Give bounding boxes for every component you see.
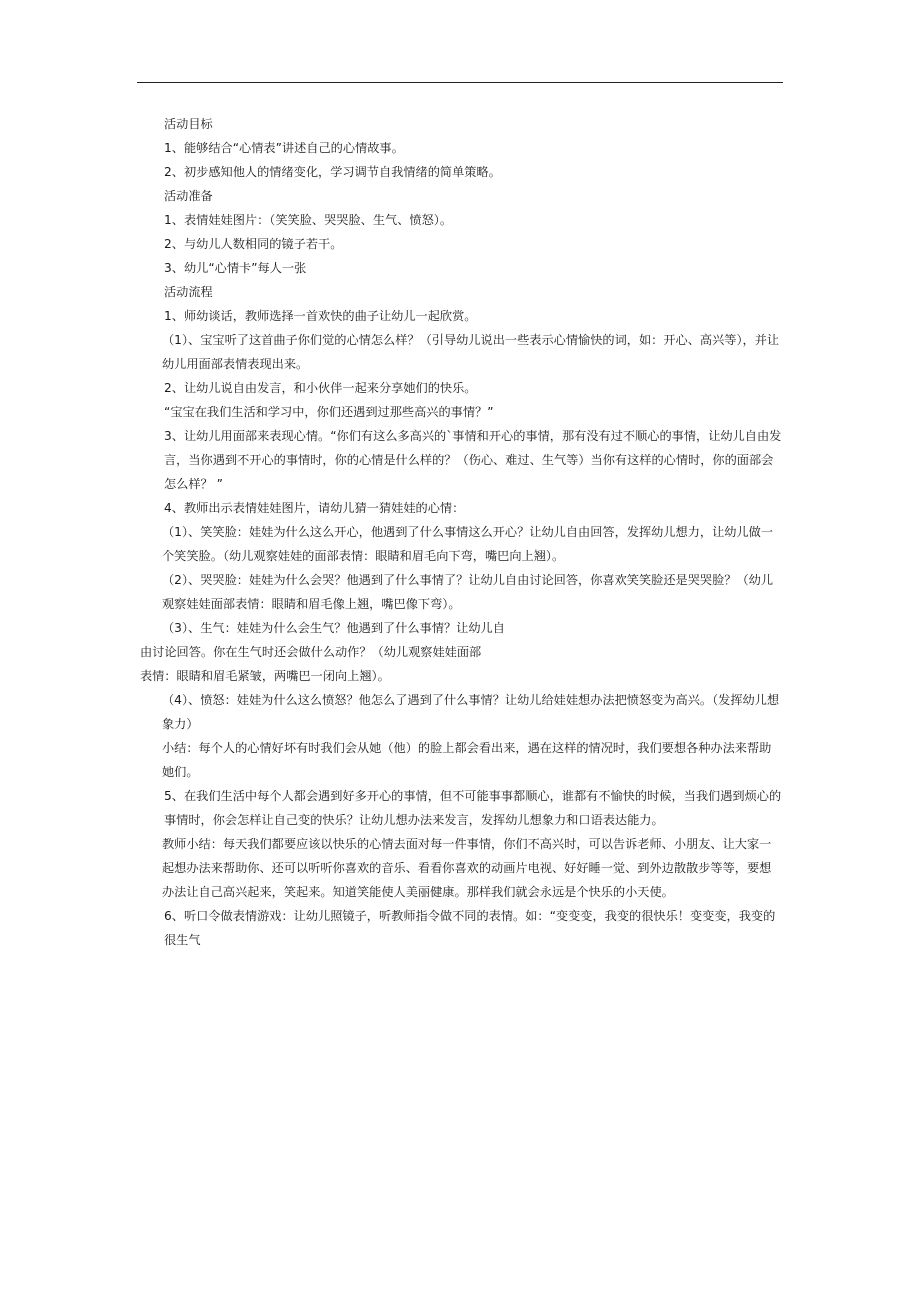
flow-step-4: 4、教师出示表情娃娃图片，请幼儿猜一猜娃娃的心情： bbox=[164, 501, 465, 515]
heading-flow: 活动流程 bbox=[164, 285, 213, 299]
flow-step-4-angry-line-2: 由讨论回答。你在生气时还会做什么动作？（幼儿观察娃娃面部 bbox=[140, 645, 482, 659]
flow-step-4-angry-line-1: （3）、生气：娃娃为什么会生气？他遇到了什么事情？让幼儿自 bbox=[162, 621, 505, 635]
prep-item-2: 2、与幼儿人数相同的镜子若干。 bbox=[164, 237, 343, 251]
document-body bbox=[140, 112, 782, 952]
flow-step-4-furious: （4）、愤怒：娃娃为什么这么愤怒？他怎么了遇到了什么事情？让幼儿给娃娃想办法把愤怒变为高兴。（发挥幼儿想象力） bbox=[162, 693, 780, 731]
flow-step-4-cry: （2）、哭哭脸：娃娃为什么会哭？他遇到了什么事情了？让幼儿自由讨论回答，你喜欢笑笑脸还是哭哭脸？（幼儿观察娃娃面部表情：眼睛和眉毛像上翘，嘴巴像下弯）。 bbox=[162, 573, 774, 611]
flow-step-1: 1、师幼谈话，教师选择一首欢快的曲子让幼儿一起欣赏。 bbox=[164, 309, 477, 323]
flow-step-4-angry-line-3: 表情：眼睛和眉毛紧皱，两嘴巴一闭向上翘）。 bbox=[140, 669, 390, 683]
flow-step-3: 3、让幼儿用面部来表现心情。“你们有这么多高兴的`事情和开心的事情，那有没有过不顺心的事情，让幼儿自由发言，当你遇到不开心的事情时，你的心情是什么样的？（伤心、难过、生气等）当你有这样的心情时，你的面部会怎么样？ ” bbox=[164, 429, 782, 491]
heading-preparation: 活动准备 bbox=[164, 189, 213, 203]
goal-item-1: 1、能够结合“心情表”讲述自己的心情故事。 bbox=[164, 141, 404, 155]
heading-goals: 活动目标 bbox=[164, 117, 213, 131]
prep-item-1: 1、表情娃娃图片：（笑笑脸、哭哭脸、生气、愤怒）。 bbox=[164, 213, 453, 227]
flow-step-2: 2、让幼儿说自由发言，和小伙伴一起来分享她们的快乐。 bbox=[164, 381, 477, 395]
teacher-summary: 教师小结：每天我们都要应该以快乐的心情去面对每一件事情，你们不高兴时，可以告诉老师、小朋友、让大家一起想办法来帮助你、还可以听听你喜欢的音乐、看看你喜欢的动画片电视、好好睡一觉、到外边散散步等等，要想办法让自己高兴起来，笑起来。知道笑能使人美丽健康。那样我们就会永远是个快乐的小天使。 bbox=[162, 837, 772, 899]
flow-step-4-smile: （1）、笑笑脸：娃娃为什么这么开心，他遇到了什么事情这么开心？让幼儿自由回答，发挥幼儿想力，让幼儿做一个笑笑脸。（幼儿观察娃娃的面部表情：眼睛和眉毛向下弯，嘴巴向上翘）。 bbox=[162, 525, 774, 563]
flow-step-5: 5、在我们生活中每个人都会遇到好多开心的事情，但不可能事事都顺心，谁都有不愉快的时候，当我们遇到烦心的事情时，你会怎样让自己变的快乐？让幼儿想办法来发言，发挥幼儿想象力和口语表达能力。 bbox=[164, 789, 782, 827]
header-rule bbox=[137, 82, 783, 83]
flow-step-6: 6、听口令做表情游戏：让幼儿照镜子，听教师指令做不同的表情。如：“变变变，我变的很快乐！变变变，我变的很生气 bbox=[164, 909, 776, 947]
prep-item-3: 3、幼儿“心情卡”每人一张 bbox=[164, 261, 307, 275]
summary-1: 小结：每个人的心情好坏有时我们会从她（他）的脸上都会看出来，遇在这样的情况时，我们要想各种办法来帮助她们。 bbox=[162, 741, 772, 779]
flow-step-1-sub: （1）、宝宝听了这首曲子你们觉的心情怎么样？（引导幼儿说出一些表示心情愉快的词，如：开心、高兴等），并让幼儿用面部表情表现出来。 bbox=[162, 333, 780, 371]
goal-item-2: 2、初步感知他人的情绪变化，学习调节自我情绪的简单策略。 bbox=[164, 165, 501, 179]
flow-step-2-quote: “宝宝在我们生活和学习中，你们还遇到过那些高兴的事情？” bbox=[164, 405, 494, 419]
